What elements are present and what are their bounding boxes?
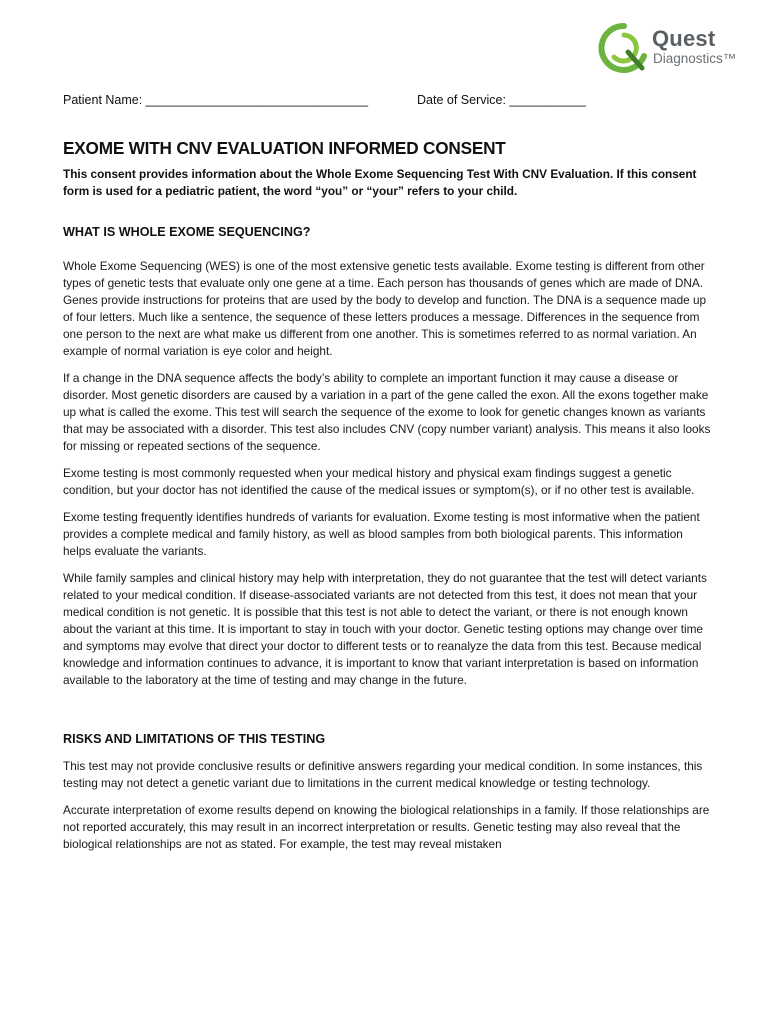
logo-sub-text: Diagnostics™ (653, 51, 737, 66)
paragraph: Accurate interpretation of exome results depend on knowing the biological relationships in a family. If those relationships are not reported accurately, this may result in an incorrect interpretation or results. Genetic testing may also reveal that the biological relationships are not as stated. For example, the test may reveal mistaken (63, 803, 710, 851)
logo-brand-text: Quest (652, 26, 716, 51)
document-body (63, 138, 713, 853)
intro-paragraph: This consent provides information about the Whole Exome Sequencing Test With CNV Evaluation. If this consent form is used for a pediatric patient, the word “you” or “your” refers to your child. (63, 167, 697, 198)
patient-name-field[interactable]: Patient Name: ________________________________ (63, 93, 369, 107)
paragraph: Exome testing frequently identifies hundreds of variants for evaluation. Exome testing is most informative when the patient provides a complete medical and family history, as well as blood samples from both biological parents. This information helps evaluate the variants. (63, 510, 700, 558)
paragraph: If a change in the DNA sequence affects the body’s ability to complete an important function it may cause a disease or disorder. Most genetic disorders are caused by a variation in a part of the gene called the exon. All the exons together make up what is called the exome. This test will search the sequence of the exome to look for genetic changes known as variants that may be associated with a disorder. This test also includes CNV (copy number variant) analysis. This means it also looks for missing or repeated sections of the sequence. (63, 371, 711, 453)
document-title: EXOME WITH CNV EVALUATION INFORMED CONSENT (63, 138, 506, 158)
quest-diagnostics-logo (598, 22, 758, 72)
paragraph: This test may not provide conclusive results or definitive answers regarding your medical condition. In some instances, this testing may not detect a genetic variant due to limitations in the current medical knowledge or testing technology. (63, 759, 703, 790)
paragraph: Whole Exome Sequencing (WES) is one of the most extensive genetic tests available. Exome testing is different from other types of genetic tests that evaluate only one gene at a time. Each person has thousands of genes which are made of DNA. Genes provide instructions for proteins that are used by the body to develop and function. The DNA is a sequence made up of four letters. Much like a sentence, the sequence of these letters produces a message. Differences in the sequence from one person to the next are what make us different from one another. This is sometimes referred to as normal variation. An example of normal variation is eye color and height. (63, 259, 707, 358)
paragraph: While family samples and clinical history may help with interpretation, they do not guarantee that the test will detect variants related to your medical condition. If disease-associated variants are not detected from this test, it does not mean that your medical condition is not genetic. It is possible that this test is not able to detect the variant, or there is not enough known about the variant at this time. It is important to stay in touch with your doctor. Genetic testing options may change over time and symptoms may evolve that direct your doctor to different tests or to reanalyze the data from this test. Because medical knowledge and information continues to advance, it is important to know that variant interpretation is based on information available to the laboratory at the time of testing and may change in the future. (63, 571, 707, 687)
section-heading-what-is-wes: WHAT IS WHOLE EXOME SEQUENCING? (63, 225, 311, 239)
paragraph: Exome testing is most commonly requested when your medical history and physical exam findings suggest a genetic condition, but your doctor has not identified the cause of the medical issues or symptom(s), or if no other test is available. (63, 466, 695, 497)
quest-logo-icon (598, 22, 650, 74)
date-of-service-field[interactable]: Date of Service: ___________ (417, 93, 586, 107)
section-heading-risks: RISKS AND LIMITATIONS OF THIS TESTING (63, 732, 326, 746)
